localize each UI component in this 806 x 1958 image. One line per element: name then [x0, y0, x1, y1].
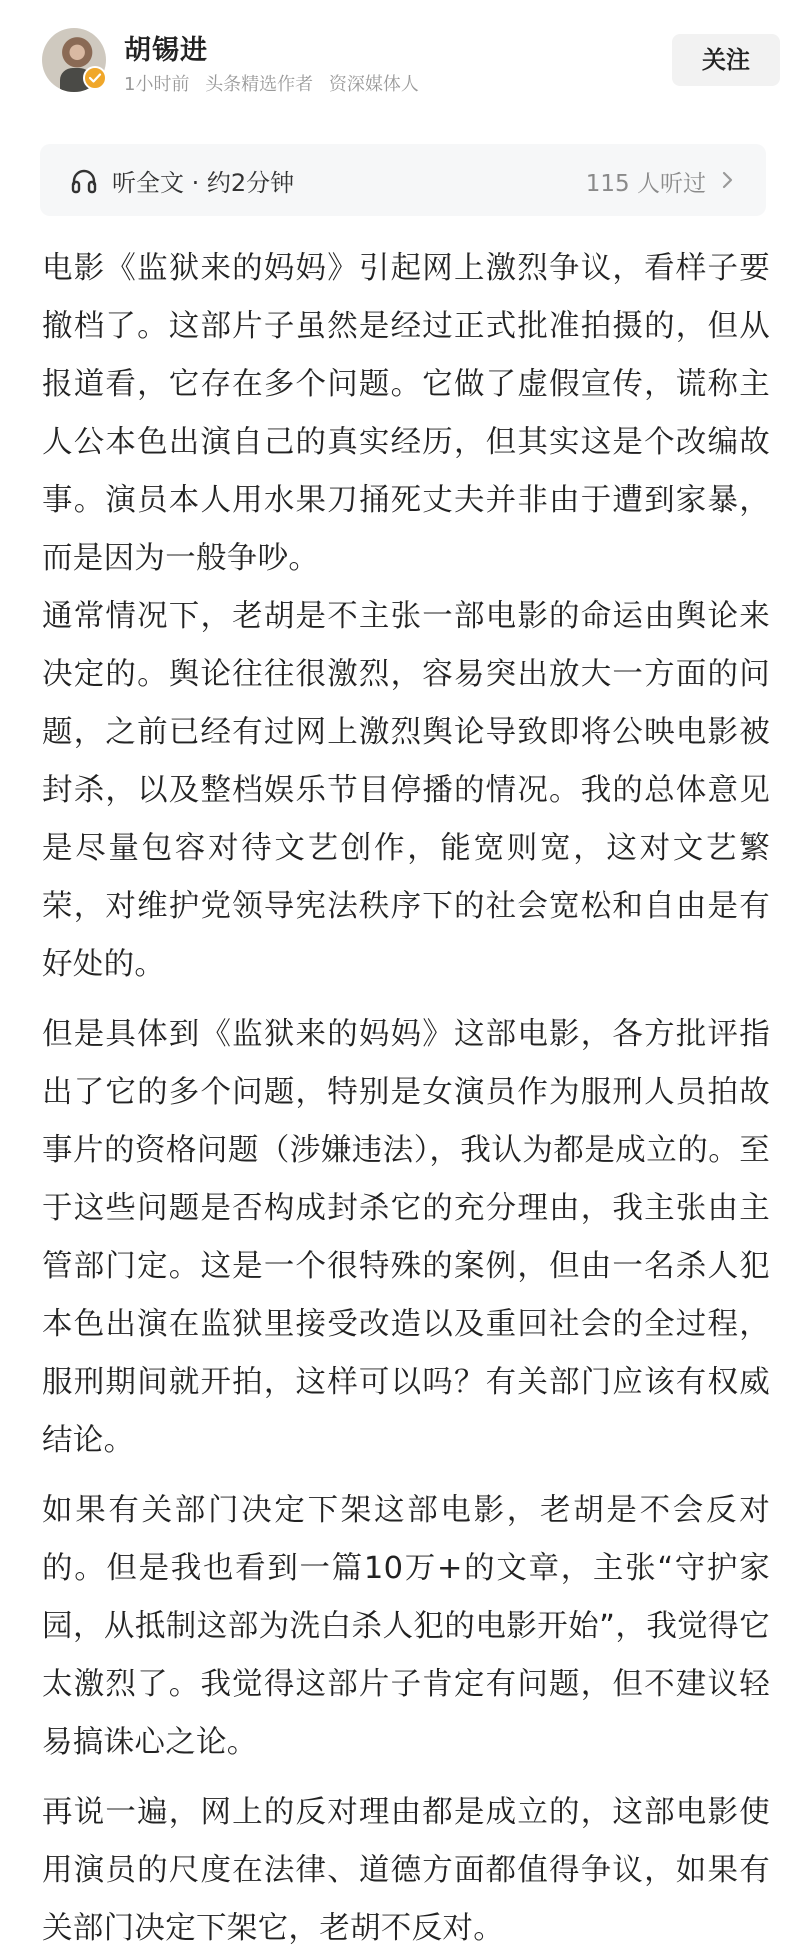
- article-body: [42, 240, 770, 1958]
- article-paragraph: 电影《监狱来的妈妈》引起网上激烈争议，看样子要撤档了。这部片子虽然是经过正式批准拍摄的，但从报道看，它存在多个问题。它做了虚假宣传，谎称主人公本色出演自己的真实经历，但其实这是个改编故事。演员本人用水果刀捅死丈夫并非由于遭到家暴，而是因为一般争吵。: [42, 251, 770, 576]
- article-paragraph: 如果有关部门决定下架这部电影，老胡是不会反对的。但是我也看到一篇10万+的文章，主张“守护家园，从抵制这部为洗白杀人犯的电影开始”，我觉得它太激烈了。我觉得这部片子肯定有问题，但不建议轻易搞诛心之论。: [42, 1493, 770, 1760]
- verify-badge-icon: [83, 66, 107, 90]
- author-badge-featured: 头条精选作者: [205, 74, 314, 95]
- author-name[interactable]: 胡锡进: [124, 35, 208, 66]
- author-meta: [124, 70, 429, 96]
- article-paragraph: 但是具体到《监狱来的妈妈》这部电影，各方批评指出了它的多个问题，特别是女演员作为服刑人员拍故事片的资格问题（涉嫌违法），我认为都是成立的。至于这些问题是否构成封杀它的充分理由，我主张由主管部门定。这是一个很特殊的案例，但由一名杀人犯本色出演在监狱里接受改造以及重回社会的全过程，服刑期间就开拍，这样可以吗？有关部门应该有权威结论。: [42, 1017, 770, 1458]
- article-paragraph: 再说一遍，网上的反对理由都是成立的，这部电影使用演员的尺度在法律、道德方面都值得争议，如果有关部门决定下架它，老胡不反对。: [42, 1795, 770, 1946]
- author-badge-media: 资深媒体人: [328, 74, 419, 95]
- chevron-right-icon: [716, 169, 738, 191]
- post-time: 1小时前: [124, 74, 190, 95]
- author-header: [0, 0, 806, 118]
- listen-label: 听全文 · 约2分钟: [112, 169, 295, 197]
- listen-count: 115 人听过: [585, 171, 706, 197]
- follow-button[interactable]: 关注: [672, 34, 780, 86]
- listen-full-text-bar[interactable]: [40, 144, 766, 216]
- headphone-icon: [70, 167, 98, 195]
- article-paragraph: 通常情况下，老胡是不主张一部电影的命运由舆论来决定的。舆论往往很激烈，容易突出放大一方面的问题，之前已经有过网上激烈舆论导致即将公映电影被封杀，以及整档娱乐节目停播的情况。我的总体意见是尽量包容对待文艺创作，能宽则宽，这对文艺繁荣，对维护党领导宪法秩序下的社会宽松和自由是有好处的。: [42, 599, 770, 982]
